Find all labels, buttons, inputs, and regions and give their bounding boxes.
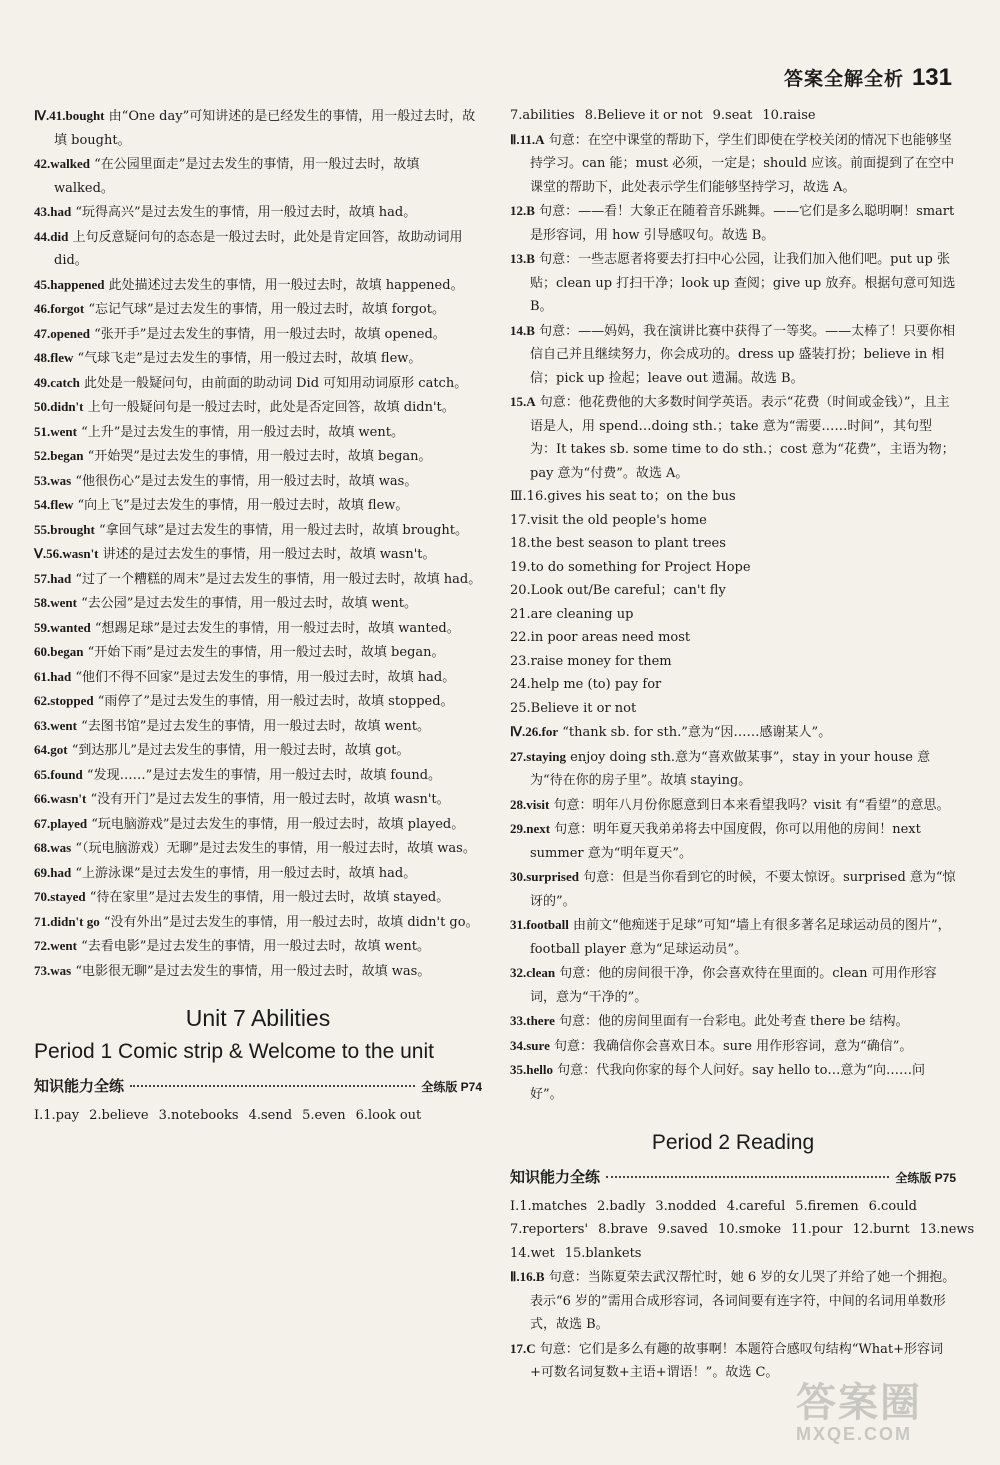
answer-explanation: 句意：当陈夏荣去武汉帮忙时，她 6 岁的女儿哭了并给了她一个拥抱。表示“6 岁的”需用合成形容词，各词间要有连字符，中间的名词用单数形式，故选 B。	[530, 1270, 956, 1332]
answer-explanation: 句意：他的房间很干净，你会喜欢待在里面的。clean 可用作形容词，意为“干净的”。	[530, 966, 937, 1005]
answer-explanation: 上句一般疑问句是一般过去时，此处是否定回答，故填 didn't。	[87, 400, 455, 415]
answer-item: 17.visit the old people's home	[510, 512, 707, 528]
answer-number: 48.flew	[34, 350, 74, 365]
answer-explanation: “上升”是过去发生的事情，用一般过去时，故填 went。	[81, 424, 404, 440]
section-bar-p74	[34, 1075, 482, 1100]
answer-item	[34, 812, 482, 837]
answer-number: 46.forgot	[34, 301, 85, 316]
answer-explanation: 句意：我确信你会喜欢日本。sure 用作形容词，意为“确信”。	[554, 1038, 913, 1054]
answer-explanation: “气球飞走”是过去发生的事情，用一般过去时，故填 flew。	[77, 351, 422, 366]
answer-number: 52.began	[34, 448, 84, 463]
answer-explanation: 句意：在空中课堂的帮助下，学生们即使在学校关闭的情况下也能够坚持学习。can 能；must 必须，一定是；should 应该。前面提到了在空中课堂的帮助下，此处表示学生们能够坚持学习，故选 A。	[530, 132, 955, 195]
answer-item	[34, 273, 482, 298]
answer-number: 54.flew	[34, 497, 74, 512]
answer-explanation: 讲述的是过去发生的事情，用一般过去时，故填 wasn't。	[102, 547, 436, 562]
answer-number: 32.clean	[510, 965, 556, 980]
answer-number: 55.brought	[34, 521, 95, 537]
answer-number: 53.was	[34, 472, 72, 488]
answer-row	[510, 1218, 975, 1242]
answer-chip: 9.seat	[712, 108, 753, 123]
answer-number: 14.B	[510, 322, 535, 338]
answer-item: 18.the best season to plant trees	[510, 536, 726, 551]
answer-number: 12.B	[510, 203, 535, 218]
answer-number: Ⅴ.56.wasn't	[34, 546, 99, 561]
answer-explanation: “想踢足球”是过去发生的事情，用一般过去时，故填 wanted。	[94, 620, 460, 636]
page-header	[784, 64, 952, 92]
answer-number: 61.had	[34, 668, 72, 684]
answer-number: 29.next	[510, 821, 551, 836]
answer-number: 62.stopped	[34, 693, 94, 708]
answer-number: 68.was	[34, 840, 72, 855]
dotted-leader	[130, 1085, 415, 1087]
answer-number: 70.stayed	[34, 889, 86, 904]
answer-item	[34, 420, 482, 445]
dotted-leader	[606, 1176, 889, 1178]
answer-explanation: 句意：他花费他的大多数时间学英语。表示“花费（时间或金钱）”，且主语是人，用 spend…doing sth.；take 意为“需要……时间”，其句型为：It takes sb. some time to do sth.；cost 意为“花费”，主语为物；pay 意为“付费”。故选 A。	[530, 395, 955, 481]
answer-item	[510, 390, 956, 485]
answer-chip: Ⅰ.1.matches	[510, 1198, 587, 1214]
answer-explanation: “他们不得不回家”是过去发生的事情，用一般过去时，故填 had。	[75, 669, 456, 685]
answer-number: 45.happened	[34, 276, 105, 292]
answer-item	[510, 961, 956, 1009]
answer-item: 19.to do something for Project Hope	[510, 559, 751, 575]
answer-item	[510, 817, 956, 865]
answer-number: 71.didn't go	[34, 913, 100, 929]
answer-number: 43.had	[34, 204, 72, 219]
watermark-url: MXQE.COM	[796, 1424, 913, 1444]
answer-explanation: “待在家里”是过去发生的事情，用一般过去时，故填 stayed。	[89, 890, 450, 905]
answer-item	[34, 493, 482, 518]
answer-number: 35.hello	[510, 1062, 553, 1077]
left-answer-list	[34, 104, 482, 983]
answer-chip: 3.nodded	[655, 1198, 717, 1214]
answer-chip: 10.smoke	[717, 1222, 782, 1237]
answer-item	[34, 200, 482, 225]
answer-item	[510, 793, 956, 818]
answer-item	[510, 1009, 956, 1034]
answer-explanation: “开始哭”是过去发生的事情，用一般过去时，故填 began。	[87, 449, 432, 464]
answer-number: 13.B	[510, 251, 535, 266]
answer-explanation: 此处描述过去发生的事情，用一般过去时，故填 happened。	[108, 277, 464, 293]
answer-item	[34, 689, 482, 714]
answer-item	[34, 225, 482, 273]
right-column	[510, 104, 975, 1385]
answer-chip: 15.blankets	[564, 1245, 642, 1261]
answer-chip: 6.could	[868, 1198, 918, 1214]
answer-item	[34, 104, 482, 152]
answer-number: 27.staying	[510, 748, 566, 764]
answer-explanation: “玩得高兴”是过去发生的事情，用一般过去时，故填 had。	[75, 205, 417, 220]
right-answer-list-a	[510, 128, 956, 486]
answer-item: Ⅲ.16.gives his seat to；on the bus	[510, 489, 736, 504]
answer-chip: 2.believe	[89, 1107, 149, 1123]
answer-number: 34.sure	[510, 1037, 550, 1053]
answer-item: 24.help me (to) pay for	[510, 677, 662, 692]
answer-number: Ⅱ.11.A	[510, 131, 545, 147]
answer-number: 65.found	[34, 766, 83, 782]
answer-number: 57.had	[34, 570, 72, 586]
answer-chip: 2.badly	[597, 1198, 646, 1214]
answer-chip: 10.raise	[762, 108, 816, 123]
answer-number: 63.went	[34, 717, 77, 733]
answer-chip: 7.abilities	[510, 108, 575, 123]
answer-item: 20.Look out/Be careful；can't fly	[510, 583, 726, 598]
answer-chip: 7.reporters'	[510, 1222, 589, 1237]
answer-item	[510, 199, 956, 247]
answer-number: 58.went	[34, 595, 77, 610]
answer-explanation: “（玩电脑游戏）无聊”是过去发生的事情，用一般过去时，故填 was。	[75, 841, 476, 856]
answer-item: 21.are cleaning up	[510, 606, 634, 622]
answer-number: 44.did	[34, 228, 69, 244]
section-label: 知识能力全练	[34, 1077, 125, 1095]
period-2-answer-list	[510, 1265, 956, 1385]
section-label: 知识能力全练	[510, 1168, 601, 1186]
watermark-logo	[796, 1371, 976, 1451]
answer-explanation: “张开手”是过去发生的事情，用一般过去时，故填 opened。	[94, 326, 446, 342]
answer-number: 73.was	[34, 962, 72, 978]
page-number: 131	[911, 64, 952, 91]
answer-chip: 8.Believe it or not	[584, 108, 703, 123]
header-title: 答案全解全析	[783, 68, 904, 90]
answer-item	[34, 885, 482, 910]
answer-number: 17.C	[510, 1340, 536, 1356]
answer-chip: 13.news	[919, 1222, 975, 1237]
answer-explanation: 句意：但是当你看到它的时候，不要太惊讶。surprised 意为“惊讶的”。	[530, 870, 956, 909]
answer-item	[34, 934, 482, 959]
answer-item	[510, 745, 956, 793]
answer-item	[34, 567, 482, 592]
answer-item	[34, 763, 482, 788]
period-1-title: Period 1 Comic strip & Welcome to the unit	[34, 1040, 434, 1063]
answer-item	[510, 1058, 956, 1106]
answer-item	[34, 910, 482, 935]
answer-item	[34, 640, 482, 665]
answer-row	[510, 104, 956, 128]
answer-explanation: “上游泳课”是过去发生的事情，用一般过去时，故填 had。	[75, 865, 417, 881]
answer-explanation: “在公园里面走”是过去发生的事情，用一般过去时，故填 walked。	[54, 157, 420, 196]
answer-chip: 12.burnt	[852, 1222, 910, 1237]
answer-number: 50.didn't	[34, 399, 84, 414]
answer-number: 30.surprised	[510, 869, 579, 884]
answer-explanation: 句意：一些志愿者将要去打扫中心公园，让我们加入他们吧。put up 张贴；clean up 打扫干净；look up 查阅；give up 放弃。根据句意可知选 B。	[530, 252, 956, 314]
answer-chip: 6.look out	[355, 1107, 422, 1123]
section-ref: 全练版 P75	[895, 1171, 956, 1185]
answer-item	[34, 591, 482, 616]
answer-explanation: “电影很无聊”是过去发生的事情，用一般过去时，故填 was。	[75, 963, 431, 979]
answer-item	[34, 444, 482, 469]
answer-number: 31.football	[510, 917, 569, 932]
answer-item: 25.Believe it or not	[510, 700, 637, 716]
answer-item	[34, 469, 482, 494]
answer-explanation: “发现……”是过去发生的事情，用一般过去时，故填 found。	[86, 767, 442, 783]
answer-item	[34, 738, 482, 763]
answer-item	[510, 319, 956, 391]
answer-item	[34, 665, 482, 690]
answer-chip: Ⅰ.1.pay	[34, 1107, 80, 1123]
answer-number: Ⅱ.16.B	[510, 1269, 545, 1284]
right-answer-list-c	[510, 720, 956, 1106]
answer-chip: 8.brave	[598, 1222, 648, 1237]
answer-number: Ⅳ.41.bought	[34, 108, 105, 123]
answer-chip: 14.wet	[510, 1245, 555, 1261]
answer-chip: 11.pour	[791, 1222, 843, 1237]
answer-item	[510, 128, 956, 200]
answer-explanation: “thank sb. for sth.”意为“因……感谢某人”。	[562, 725, 832, 740]
answer-item	[34, 787, 482, 812]
answer-chip: 4.send	[248, 1107, 293, 1123]
answer-item	[510, 865, 956, 913]
answer-explanation: 句意：它们是多么有趣的故事啊！本题符合感叹句结构“What+形容词+可数名词复数+主语+谓语！”。故选 C。	[530, 1341, 944, 1380]
answer-item	[34, 861, 482, 886]
answer-explanation: 上句反意疑问句的态态是一般过去时，此处是肯定回答，故助动词用 did。	[54, 229, 463, 268]
answer-item: 23.raise money for them	[510, 653, 672, 669]
answer-explanation: 由“One day”可知讲述的是已经发生的事情，用一般过去时，故填 bought。	[54, 109, 476, 148]
right-answer-list-b	[510, 485, 956, 720]
answer-explanation: “没有开门”是过去发生的事情，用一般过去时，故填 wasn't。	[90, 792, 450, 807]
answer-row	[510, 1195, 956, 1219]
answer-explanation: 句意：他的房间里面有一台彩电。此处考查 there be 结构。	[559, 1014, 909, 1029]
answer-item	[34, 542, 482, 567]
answer-number: 60.began	[34, 644, 84, 659]
answer-number: 66.wasn't	[34, 791, 87, 806]
answer-number: 49.catch	[34, 374, 80, 390]
answer-explanation: “向上飞”是过去发生的事情，用一般过去时，故填 flew。	[77, 498, 409, 513]
answer-item	[510, 1034, 956, 1059]
answer-explanation: 由前文“他痴迷于足球”可知“墙上有很多著名足球运动员的图片”，football player 意为“足球运动员”。	[530, 918, 951, 957]
answer-explanation: 此处是一般疑问句，由前面的助动词 Did 可知用动词原形 catch。	[84, 375, 468, 391]
answer-number: 28.visit	[510, 796, 550, 812]
answer-number: 59.wanted	[34, 619, 91, 635]
answer-explanation: “开始下雨”是过去发生的事情，用一般过去时，故填 began。	[87, 645, 445, 660]
answer-item	[510, 720, 956, 745]
answer-item	[510, 1265, 956, 1337]
answer-explanation: “雨停了”是过去发生的事情，用一般过去时，故填 stopped。	[97, 694, 454, 709]
answer-explanation: 句意：明年八月份你愿意到日本来看望我吗？visit 有“看望”的意思。	[553, 797, 950, 813]
watermark-text: 答案圈	[796, 1381, 922, 1425]
answer-item: 22.in poor areas need most	[510, 630, 691, 645]
answer-number: 42.walked	[34, 156, 90, 171]
answer-explanation: “去图书馆”是过去发生的事情，用一般过去时，故填 went。	[81, 718, 430, 734]
answer-number: 69.had	[34, 864, 72, 880]
answer-number: 33.there	[510, 1013, 555, 1028]
answer-chip: 3.notebooks	[158, 1107, 239, 1123]
answer-explanation: “到达那儿”是过去发生的事情，用一般过去时，故填 got。	[71, 743, 410, 758]
answer-number: 67.played	[34, 815, 88, 831]
answer-chip: 9.saved	[657, 1222, 708, 1237]
answer-item	[510, 247, 956, 319]
answer-number: 15.A	[510, 394, 536, 409]
answer-item	[34, 518, 482, 543]
period-2-title: Period 2 Reading	[651, 1131, 815, 1154]
answer-item	[34, 616, 482, 641]
answer-explanation: 句意：——看！大象正在随着音乐跳舞。——它们是多么聪明啊！smart 是形容词，用 how 引导感叹句。故选 B。	[530, 204, 955, 243]
answer-explanation: 句意：——妈妈，我在演讲比赛中获得了一等奖。——太棒了！只要你相信自己并且继续努力，你会成功的。dress up 盛装打扮；believe in 相信；pick up 捡起；leave out 遗漏。故选 B。	[530, 323, 956, 386]
answer-explanation: “拿回气球”是过去发生的事情，用一般过去时，故填 brought。	[98, 522, 469, 538]
answer-explanation: 句意：代我向你家的每个人问好。say hello to…意为“向……问好”。	[530, 1063, 926, 1102]
answer-number: 47.opened	[34, 325, 90, 341]
answer-item	[34, 297, 482, 322]
answer-explanation: “忘记气球”是过去发生的事情，用一般过去时，故填 forgot。	[88, 302, 445, 317]
answer-chip: 5.firemen	[795, 1198, 859, 1214]
answer-item	[34, 152, 482, 200]
answer-item	[34, 322, 482, 347]
answer-number: Ⅳ.26.for	[510, 724, 559, 739]
answer-explanation: “他很伤心”是过去发生的事情，用一般过去时，故填 was。	[75, 473, 418, 489]
answer-item	[34, 836, 482, 861]
answer-item	[34, 395, 482, 420]
answer-explanation: 句意：明年夏天我弟弟将去中国度假，你可以用他的房间！next summer 意为“明年夏天”。	[530, 822, 921, 861]
answer-explanation: “玩电脑游戏”是过去发生的事情，用一般过去时，故填 played。	[91, 816, 465, 832]
answer-row	[510, 1242, 956, 1266]
answer-explanation: “没有外出”是过去发生的事情，用一般过去时，故填 didn't go。	[103, 914, 479, 930]
section-bar-p75	[510, 1166, 956, 1191]
answer-item	[34, 371, 482, 396]
answer-item	[510, 913, 956, 961]
answer-item	[34, 346, 482, 371]
answer-number: 72.went	[34, 938, 77, 953]
answer-item	[34, 959, 482, 984]
answer-explanation: “去公园”是过去发生的事情，用一般过去时，故填 went。	[81, 596, 417, 611]
unit-title: Unit 7 Abilities	[185, 1005, 331, 1031]
answer-explanation: “过了一个糟糕的周末”是过去发生的事情，用一般过去时，故填 had。	[75, 571, 482, 587]
answer-explanation: “去看电影”是过去发生的事情，用一般过去时，故填 went。	[81, 939, 430, 954]
unit-answer-row	[34, 1104, 482, 1128]
answer-item	[34, 714, 482, 739]
section-ref: 全练版 P74	[421, 1080, 482, 1094]
answer-number: 51.went	[34, 423, 77, 439]
answer-explanation: enjoy doing sth.意为“喜欢做某事”，stay in your house 意为“待在你的房子里”。故填 staying。	[530, 749, 931, 788]
answer-number: 64.got	[34, 742, 68, 757]
answer-chip: 4.careful	[726, 1198, 786, 1214]
left-column	[34, 104, 482, 1127]
answer-chip: 5.even	[302, 1107, 346, 1123]
